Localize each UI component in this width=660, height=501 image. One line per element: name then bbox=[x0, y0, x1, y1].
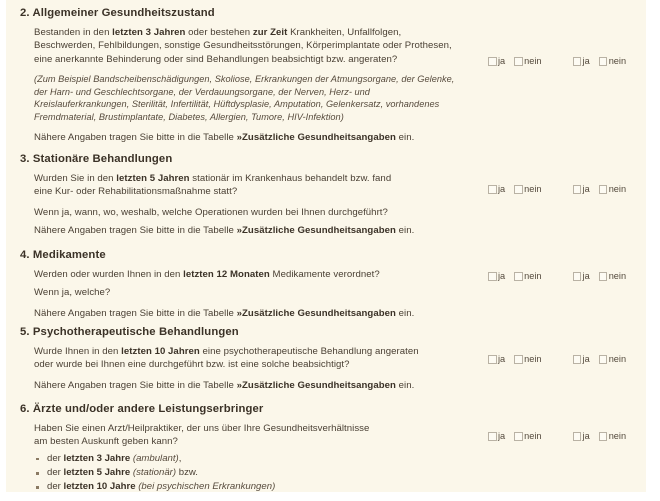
option-label-nein: nein bbox=[608, 354, 627, 364]
section-3-answer-group-1 bbox=[488, 185, 542, 194]
section-3-reference bbox=[34, 224, 456, 237]
section-5-option-ja-2[interactable] bbox=[573, 355, 590, 364]
bullet-2-prefix: der bbox=[47, 467, 64, 479]
ref5-suffix: ein. bbox=[395, 379, 415, 391]
option-label-nein: nein bbox=[608, 184, 627, 194]
ref3-prefix: Nähere Angaben tragen Sie bitte in die Tabelle bbox=[34, 225, 237, 237]
section-5-answer-group-1 bbox=[488, 355, 542, 364]
ref5-prefix: Nähere Angaben tragen Sie bitte in die Tabelle bbox=[34, 379, 237, 391]
empty-checkbox-icon[interactable] bbox=[573, 432, 582, 441]
section-2-reference bbox=[34, 131, 456, 144]
section-4-option-ja-1[interactable] bbox=[488, 272, 505, 281]
ref2-prefix: Nähere Angaben tragen Sie bitte in die Tabelle bbox=[34, 131, 237, 143]
bullet-2-italic: (stationär) bbox=[130, 467, 177, 479]
section-6-heading: 6. Ärzte und/oder andere Leistungserbringer bbox=[20, 403, 264, 415]
section-3-question bbox=[34, 172, 456, 199]
option-label-nein: nein bbox=[524, 431, 542, 441]
section-6-option-nein-2[interactable] bbox=[599, 432, 626, 441]
section-2-option-nein-1[interactable] bbox=[514, 57, 541, 66]
option-label-ja: ja bbox=[498, 184, 506, 194]
option-label-ja: ja bbox=[498, 354, 506, 364]
section-5-reference bbox=[34, 379, 456, 392]
form-content bbox=[14, 0, 646, 492]
section-6-option-ja-2[interactable] bbox=[573, 432, 590, 441]
q2-part-e: Krankheiten, Unfallfolgen, bbox=[287, 27, 402, 38]
q4-part-a: Werden oder wurden Ihnen in den bbox=[34, 269, 184, 280]
section-5-option-ja-1[interactable] bbox=[488, 355, 505, 364]
option-label-ja: ja bbox=[498, 431, 506, 441]
section-3-followup: Wenn ja, wann, wo, weshalb, welche Operationen wurden bei Ihnen durchgeführt? bbox=[34, 206, 388, 218]
form-page bbox=[6, 0, 646, 492]
list-item bbox=[34, 480, 456, 494]
section-2-option-nein-2[interactable] bbox=[599, 57, 626, 66]
bullet-3-bold: letzten 10 Jahre bbox=[63, 481, 136, 493]
section-3-option-ja-1[interactable] bbox=[488, 185, 505, 194]
bullet-1-prefix: der bbox=[47, 452, 64, 464]
empty-checkbox-icon[interactable] bbox=[488, 57, 497, 66]
empty-checkbox-icon[interactable] bbox=[573, 272, 582, 281]
section-3-heading: 3. Stationäre Behandlungen bbox=[20, 153, 173, 165]
q2-part-a: Bestanden in den bbox=[34, 27, 113, 38]
ref5-table-name: »Zusätzliche Gesundheitsangaben bbox=[236, 379, 396, 391]
empty-checkbox-icon[interactable] bbox=[599, 57, 608, 66]
option-label-nein: nein bbox=[608, 431, 627, 441]
ref3-suffix: ein. bbox=[395, 225, 415, 237]
section-2-answers bbox=[488, 57, 626, 66]
section-4-followup: Wenn ja, welche? bbox=[34, 287, 111, 299]
section-6-bullet-list bbox=[34, 452, 456, 495]
section-2-example-note: (Zum Beispiel Bandscheibenschädigungen, Skoliose, Erkrankungen der Atmungsorgane, der Gelenke, der Harn- und Geschlechtsorgane, der Verdauungsorgane, der Nerven, Herz- und Kreislauferkrankungen, Sterilität, Infertilität, Hüftdysplasie, Amputation, Gelenkersatz, vorhandenes Fremdmaterial, Brustimplantate, Diabetes, Allergien, Tumore, HIV-Infektion) bbox=[34, 74, 455, 122]
ref2-table-name: »Zusätzliche Gesundheitsangaben bbox=[236, 131, 396, 143]
empty-checkbox-icon[interactable] bbox=[514, 57, 523, 66]
section-2-option-ja-2[interactable] bbox=[573, 57, 590, 66]
section-4-heading: 4. Medikamente bbox=[20, 249, 106, 261]
section-5-question bbox=[34, 345, 456, 372]
section-2-heading: 2. Allgemeiner Gesundheitszustand bbox=[20, 7, 215, 19]
section-2-question bbox=[34, 26, 456, 66]
section-4-option-nein-2[interactable] bbox=[599, 272, 626, 281]
q3-part-a: Wurden Sie in den bbox=[34, 173, 117, 184]
section-2-answer-group-2 bbox=[573, 57, 627, 66]
ref2-suffix: ein. bbox=[395, 131, 415, 143]
section-6-question bbox=[34, 422, 456, 449]
option-label-ja: ja bbox=[582, 354, 590, 364]
q4-part-c: Medikamente verordnet? bbox=[269, 269, 380, 280]
section-6-answer-group-1 bbox=[488, 432, 542, 441]
option-label-nein: nein bbox=[524, 271, 542, 281]
q2-line-2: Beschwerden, Fehlbildungen, sonstige Gesundheitsstörungen, Körperimplantate oder Prothesen, bbox=[34, 40, 452, 52]
option-label-ja: ja bbox=[582, 56, 590, 66]
section-5-heading: 5. Psychotherapeutische Behandlungen bbox=[20, 326, 239, 338]
section-4-answers bbox=[488, 272, 626, 281]
section-3-stationaere-behandlungen bbox=[14, 152, 646, 238]
section-3-option-nein-1[interactable] bbox=[514, 185, 541, 194]
option-label-ja: ja bbox=[582, 184, 590, 194]
bullet-1-italic: (ambulant) bbox=[130, 452, 179, 464]
empty-checkbox-icon[interactable] bbox=[514, 355, 523, 364]
section-5-option-nein-2[interactable] bbox=[599, 355, 626, 364]
section-4-answer-group-2 bbox=[573, 272, 627, 281]
empty-checkbox-icon[interactable] bbox=[573, 355, 582, 364]
option-label-nein: nein bbox=[524, 56, 542, 66]
option-label-ja: ja bbox=[498, 271, 506, 281]
q2-part-b: letzten 3 Jahren bbox=[112, 27, 186, 38]
section-4-answer-group-1 bbox=[488, 272, 542, 281]
section-5-answers bbox=[488, 355, 626, 364]
q5-part-a: Wurde Ihnen in den bbox=[34, 346, 122, 357]
option-label-nein: nein bbox=[608, 56, 627, 66]
section-5-psychotherapeutische-behandlungen bbox=[14, 325, 646, 392]
q5-part-b: letzten 10 Jahren bbox=[121, 346, 200, 357]
section-2-allgemeiner-gesundheitszustand bbox=[14, 6, 646, 144]
option-label-nein: nein bbox=[524, 184, 542, 194]
empty-checkbox-icon[interactable] bbox=[599, 185, 608, 194]
section-2-answer-group-1 bbox=[488, 57, 542, 66]
q2-part-c: oder bestehen bbox=[185, 27, 253, 38]
q2-part-d: zur Zeit bbox=[252, 27, 288, 38]
section-6-aerzte-leistungserbringer bbox=[14, 402, 646, 494]
empty-checkbox-icon[interactable] bbox=[573, 57, 582, 66]
section-3-answers bbox=[488, 185, 626, 194]
section-4-reference bbox=[34, 307, 456, 320]
ref4-prefix: Nähere Angaben tragen Sie bitte in die Tabelle bbox=[34, 307, 237, 319]
section-2-body bbox=[14, 26, 646, 144]
section-6-option-nein-1[interactable] bbox=[514, 432, 541, 441]
bullet-2-bold: letzten 5 Jahre bbox=[63, 467, 131, 479]
section-6-option-ja-1[interactable] bbox=[488, 432, 505, 441]
section-4-medikamente bbox=[14, 248, 646, 320]
list-item bbox=[34, 452, 456, 466]
option-label-nein: nein bbox=[608, 271, 627, 281]
option-label-ja: ja bbox=[498, 56, 506, 66]
empty-checkbox-icon[interactable] bbox=[488, 185, 497, 194]
q4-part-b: letzten 12 Monaten bbox=[183, 269, 270, 280]
bullet-3-prefix: der bbox=[47, 481, 64, 493]
bullet-1-bold: letzten 3 Jahre bbox=[63, 452, 131, 464]
empty-checkbox-icon[interactable] bbox=[514, 185, 523, 194]
bullet-3-italic: (bei psychischen Erkrankungen) bbox=[135, 481, 276, 493]
empty-checkbox-icon[interactable] bbox=[599, 432, 608, 441]
empty-checkbox-icon[interactable] bbox=[599, 355, 608, 364]
ref4-table-name: »Zusätzliche Gesundheitsangaben bbox=[236, 307, 396, 319]
section-5-body bbox=[14, 345, 646, 392]
empty-checkbox-icon[interactable] bbox=[488, 272, 497, 281]
empty-checkbox-icon[interactable] bbox=[488, 355, 497, 364]
section-5-option-nein-1[interactable] bbox=[514, 355, 541, 364]
empty-checkbox-icon[interactable] bbox=[514, 432, 523, 441]
list-item bbox=[34, 466, 456, 480]
q3-line-2: eine Kur- oder Rehabilitationsmaßnahme statt? bbox=[34, 186, 238, 198]
section-3-body bbox=[14, 172, 646, 238]
section-3-answer-group-2 bbox=[573, 185, 627, 194]
option-label-nein: nein bbox=[524, 354, 542, 364]
section-6-answer-group-2 bbox=[573, 432, 627, 441]
section-2-option-ja-1[interactable] bbox=[488, 57, 505, 66]
bullet-1-suffix: , bbox=[178, 452, 182, 464]
q5-line-2: oder wurde bei Ihnen eine durchgeführt bzw. ist eine solche beabsichtigt? bbox=[34, 359, 350, 371]
q6-line-1: Haben Sie einen Arzt/Heilpraktiker, der uns über Ihre Gesundheitsverhältnisse bbox=[34, 423, 370, 434]
q2-line-3: eine anerkannte Behinderung oder sind Behandlungen beabsichtigt bzw. angeraten? bbox=[34, 53, 398, 65]
section-6-answers bbox=[488, 432, 626, 441]
section-3-option-nein-2[interactable] bbox=[599, 185, 626, 194]
ref3-table-name: »Zusätzliche Gesundheitsangaben bbox=[236, 225, 396, 237]
section-5-answer-group-2 bbox=[573, 355, 627, 364]
section-4-option-ja-2[interactable] bbox=[573, 272, 590, 281]
section-3-option-ja-2[interactable] bbox=[573, 185, 590, 194]
empty-checkbox-icon[interactable] bbox=[488, 432, 497, 441]
q6-line-2: am besten Auskunft geben kann? bbox=[34, 436, 178, 448]
section-4-option-nein-1[interactable] bbox=[514, 272, 541, 281]
option-label-ja: ja bbox=[582, 271, 590, 281]
ref4-suffix: ein. bbox=[395, 307, 415, 319]
q3-part-c: stationär im Krankenhaus behandelt bzw. fand bbox=[189, 173, 392, 184]
q5-part-c: eine psychotherapeutische Behandlung angeraten bbox=[199, 346, 419, 357]
section-4-question bbox=[34, 268, 456, 281]
q3-part-b: letzten 5 Jahren bbox=[116, 173, 190, 184]
option-label-ja: ja bbox=[582, 431, 590, 441]
bullet-2-suffix: bzw. bbox=[176, 467, 198, 479]
empty-checkbox-icon[interactable] bbox=[599, 272, 608, 281]
empty-checkbox-icon[interactable] bbox=[573, 185, 582, 194]
empty-checkbox-icon[interactable] bbox=[514, 272, 523, 281]
